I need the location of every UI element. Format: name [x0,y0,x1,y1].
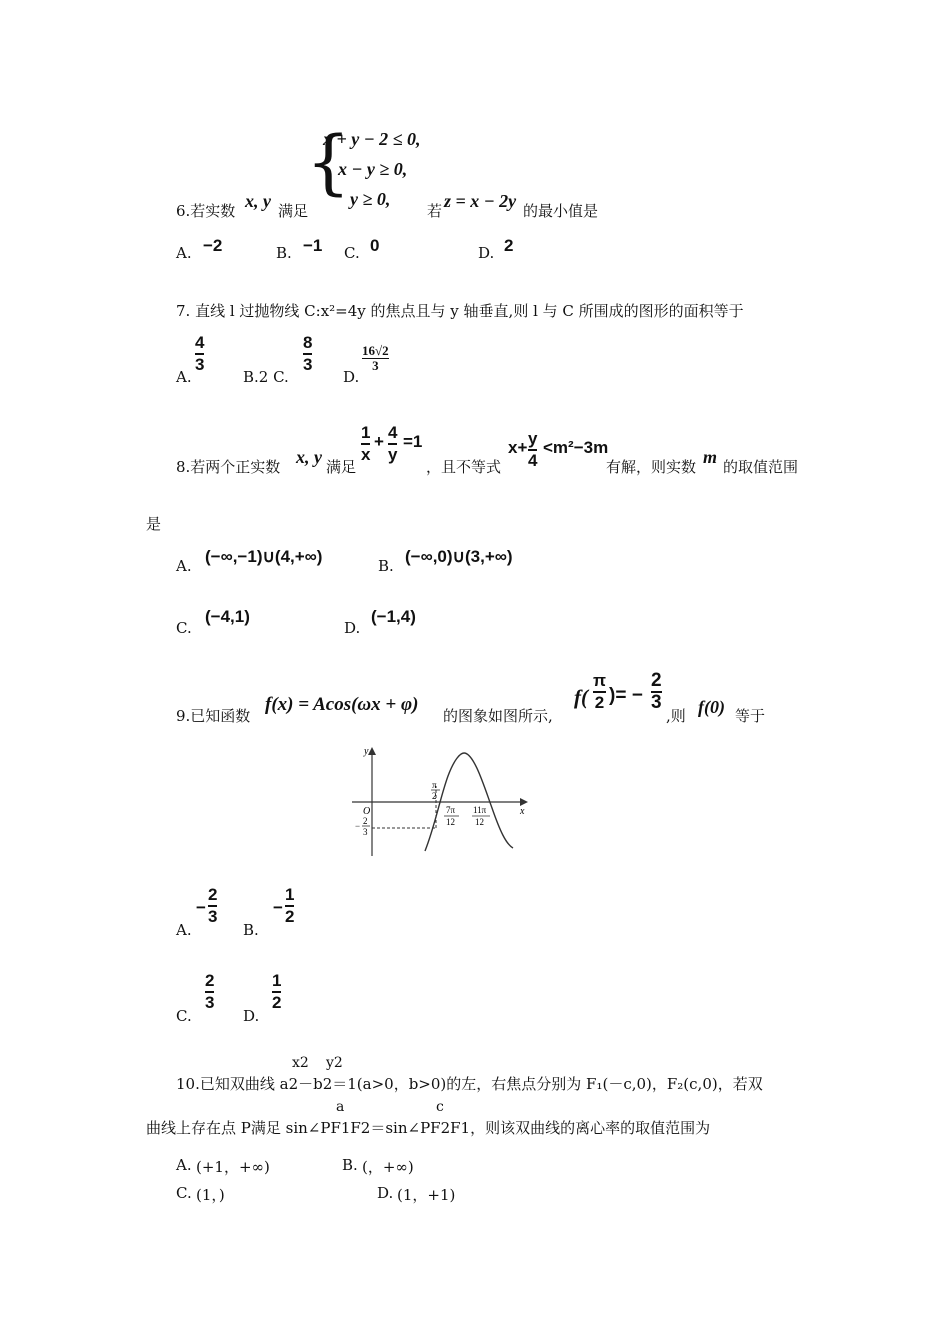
q10-line2: 曲线上存在点 P满足 sin∠PF1F2＝sin∠PF2F1，则该双曲线的离心率的取值范围为 [146,1119,711,1137]
q9-mid2: ,则 [666,707,686,725]
graph-origin-label: O [363,806,371,817]
q9-option-a-fraction [208,886,217,926]
q9-suffix: 等于 [735,707,766,725]
system-brace: { [306,121,351,203]
q6-option-d-value: 2 [504,236,514,255]
q8-ineq-den: 4 [528,451,538,470]
q6-option-b-label: B. [276,244,292,262]
graph-x-label: x [520,806,525,817]
q8-eq-f1-num: 1 [361,423,371,442]
q8-eq-rhs: =1 [403,432,423,451]
q7-option-a-fraction [195,334,204,374]
q9-a-den: 3 [208,907,218,926]
q9-cond-num: π [593,671,607,690]
q6-ruo: 若 [427,202,443,220]
q7-option-d-label: D. [343,368,360,386]
q10-option-a-label: A. [176,1156,192,1174]
q6-option-d-label: D. [478,244,495,262]
q10-option-b-label: B. [342,1156,358,1174]
q9-mid: 的图象如图所示, [443,707,553,725]
graph-tick2-den: 12 [475,817,484,827]
q9-option-a-sign: − [196,898,206,917]
q10-option-d-label: D. [377,1184,394,1202]
q7-option-bc-label: B.2 C. [243,368,289,386]
q10-sup-x2: x2 [292,1055,309,1071]
q7-option-a-label: A. [176,368,192,386]
q6-variables: x, y [245,191,271,211]
q8-m: m [703,447,718,467]
q8-variables: x, y [296,447,322,467]
constraint-2: x − y ≥ 0, [338,159,408,179]
q7-a-num: 4 [195,333,205,352]
constraint-3: y ≥ 0, [350,189,391,209]
q6-option-b-value: −1 [303,236,323,255]
q8-option-d-value: (−1,4) [371,607,416,626]
q9-option-c-label: C. [176,1007,192,1025]
q9-b-num: 1 [285,885,295,904]
q7-d-den: 3 [372,358,379,373]
q6-option-c-label: C. [344,244,360,262]
q10-option-a-value: (+1，+∞) [196,1158,270,1176]
q9-cond-den2: 3 [651,692,662,713]
q8-option-a-label: A. [176,557,192,575]
q6-mid: 满足 [278,202,309,220]
q9-option-d-fraction [272,972,281,1012]
q9-f0: f(0) [698,697,725,717]
q8-mid3: 有解，则实数 [606,458,697,476]
q8-wrap: 是 [146,515,162,533]
q8-ineq-num: y [528,429,538,448]
q9-cond-frac1 [593,672,606,712]
q6-option-a-label: A. [176,244,192,262]
q8-suffix: 的取值范围 [723,458,799,476]
q10-option-b-value: (，+∞) [362,1158,414,1176]
q9-c-num: 2 [205,971,215,990]
graph-tick1-num: 7π [446,805,456,815]
q9-cond-frac2 [651,672,662,712]
cosine-graph [352,746,532,861]
q10-line1: 10.已知双曲线 a2－b2＝1(a>0，b>0)的左，右焦点分别为 F₁(－c,0)，F₂(c,0)，若双 [176,1075,763,1093]
q8-option-c-label: C. [176,619,192,637]
q8-eq-f1-den: x [361,445,371,464]
graph-tick1-den: 12 [446,817,455,827]
q10-option-c-label: C. [176,1184,192,1202]
graph-pi-num: π [432,780,437,790]
q9-option-c-fraction [205,972,214,1012]
graph-pi-den: 2 [432,791,437,801]
q6-prefix: 6.若实数 [176,202,236,220]
q9-b-den: 2 [285,907,295,926]
q9-option-b-fraction [285,886,294,926]
q10-option-d-value: (1，+1) [397,1186,456,1204]
graph-tick2-num: 11π [473,805,487,815]
q10-option-c-value: (1，) [196,1186,225,1204]
q10-sub-c: c [436,1099,444,1115]
x-axis-arrow [520,798,528,806]
q9-option-b-label: B. [243,921,259,939]
q6-option-c-value: 0 [370,236,380,255]
q10-sub-a: a [336,1099,345,1115]
q8-option-b-value: (−∞,0)∪(3,+∞) [405,547,513,566]
q9-option-b-sign: − [273,898,283,917]
q7-d-num: 16√2 [362,343,389,358]
graph-neg-den: 3 [363,827,368,837]
q7-c-den: 3 [303,355,313,374]
q9-d-num: 1 [272,971,282,990]
q8-ineq-x: x+ [508,438,528,457]
q9-a-num: 2 [208,885,218,904]
q10-sup-y2: y2 [326,1055,343,1071]
q8-option-c-value: (−4,1) [205,607,250,626]
q9-cond-den: 2 [594,693,605,712]
q7-a-den: 3 [195,355,205,374]
q9-d-den: 2 [272,993,282,1012]
constraint-1: x + y − 2 ≤ 0, [323,129,421,149]
q8-eq-frac1 [361,424,370,464]
q7-text: 7. 直线 l 过抛物线 C:x²=4y 的焦点且与 y 轴垂直,则 l 与 C 所围成的图形的面积等于 [176,302,744,320]
graph-neg-num: 2 [363,816,368,826]
q8-mid2: ，且不等式 [426,458,502,476]
q7-option-c-fraction [303,334,312,374]
q9-function: f(x) = Acos(ωx + φ) [265,694,419,715]
q7-option-d-fraction [362,344,389,373]
q9-cond-num2: 2 [651,670,662,691]
q8-option-b-label: B. [378,557,394,575]
y-axis-arrow [368,747,376,755]
q8-mid: 满足 [326,458,357,476]
q8-eq-plus: + [374,432,384,451]
q8-eq-f2-den: y [388,445,398,464]
q8-eq-frac2 [388,424,397,464]
q8-prefix: 8.若两个正实数 [176,458,281,476]
q8-option-a-value: (−∞,−1)∪(4,+∞) [205,547,323,566]
q9-cond-mid: )= − [609,685,643,706]
q6-suffix: 的最小值是 [523,202,599,220]
q8-eq-f2-num: 4 [388,423,398,442]
q9-c-den: 3 [205,993,215,1012]
q9-cond-lhs: f( [574,685,588,709]
q9-option-d-label: D. [243,1007,260,1025]
q8-option-d-label: D. [344,619,361,637]
q9-option-a-label: A. [176,921,192,939]
q7-c-num: 8 [303,333,313,352]
q6-objective: z = x − 2y [444,191,517,211]
q8-ineq-frac [528,430,537,470]
graph-y-label: y [364,746,369,757]
q8-ineq-rhs: <m²−3m [543,438,609,457]
graph-neg-sign: − [355,821,361,831]
q6-option-a-value: −2 [203,236,223,255]
q9-prefix: 9.已知函数 [176,707,251,725]
